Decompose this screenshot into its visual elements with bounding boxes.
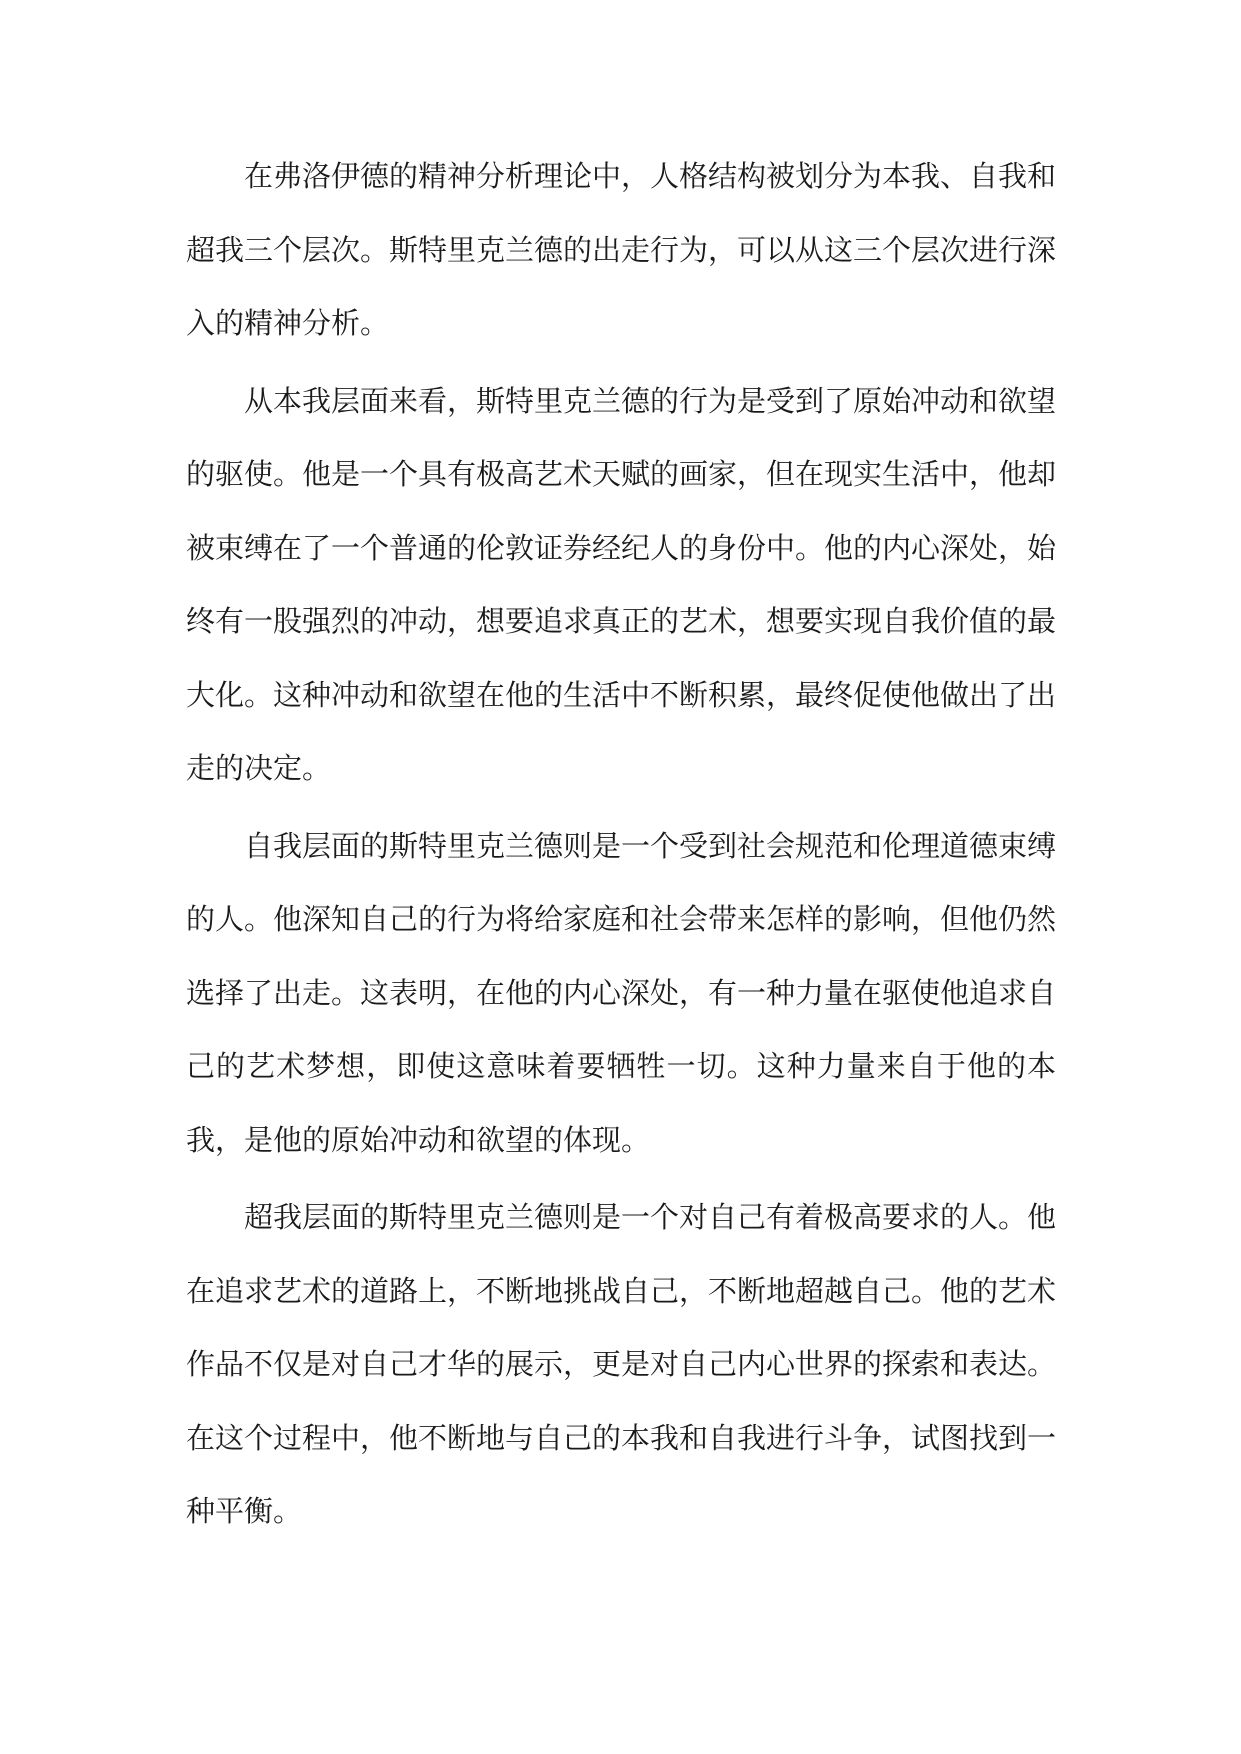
body-text	[186, 140, 1056, 1553]
paragraph-3: 自我层面的斯特里克兰德则是一个受到社会规范和伦理道德束缚的人。他深知自己的行为将给家庭和社会带来怎样的影响，但他仍然选择了出走。这表明，在他的内心深处，有一种力量在驱使他追求自己的艺术梦想，即使这意味着要牺牲一切。这种力量来自于他的本我，是他的原始冲动和欲望的体现。	[186, 828, 1057, 1157]
paragraph-1: 在弗洛伊德的精神分析理论中，人格结构被划分为本我、自我和超我三个层次。斯特里克兰德的出走行为，可以从这三个层次进行深入的精神分析。	[186, 159, 1057, 340]
paragraph-2: 从本我层面来看，斯特里克兰德的行为是受到了原始冲动和欲望的驱使。他是一个具有极高艺术天赋的画家，但在现实生活中，他却被束缚在了一个普通的伦敦证券经纪人的身份中。他的内心深处，始终有一股强烈的冲动，想要追求真正的艺术，想要实现自我价值的最大化。这种冲动和欲望在他的生活中不断积累，最终促使他做出了出走的决定。	[186, 383, 1057, 785]
paragraph-4: 超我层面的斯特里克兰德则是一个对自己有着极高要求的人。他在追求艺术的道路上，不断地挑战自己，不断地超越自己。他的艺术作品不仅是对自己才华的展示，更是对自己内心世界的探索和表达。在这个过程中，他不断地与自己的本我和自我进行斗争，试图找到一种平衡。	[186, 1200, 1057, 1528]
